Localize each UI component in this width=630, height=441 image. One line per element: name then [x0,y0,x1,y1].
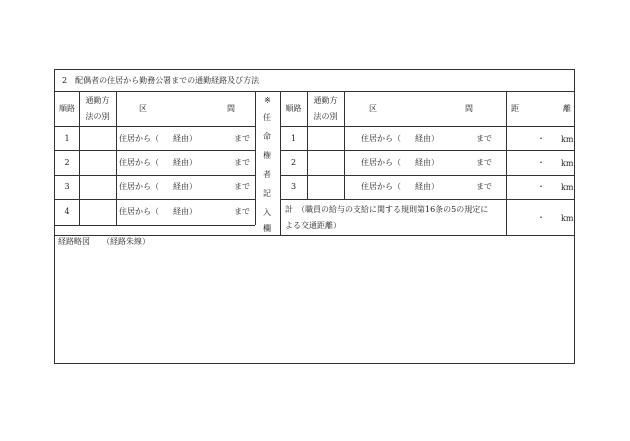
divider-right-row3 [280,199,574,200]
note-char-1: 任 [263,113,271,122]
right-row3-from: 住居から（ [361,182,401,191]
left-row4-to: まで [234,207,250,216]
left-row1-no: 1 [64,134,70,143]
divider-left-row3 [55,199,255,200]
header-distance-a: 距 [511,104,519,113]
right-row2-dot: ・ [537,158,545,167]
header-distance-b: 離 [563,104,571,113]
right-row1-no: 1 [290,134,297,143]
col-right-order [307,91,308,199]
col-right-method [344,91,345,199]
route-map-label: 経路略図 （経路朱線） [58,237,150,246]
divider-route-map [55,235,574,236]
right-row2-unit: km [561,159,574,168]
divider-left-row2 [55,175,255,176]
total-unit: km [561,214,574,223]
note-char-6: 入 [263,208,271,217]
header-order-left: 順路 [59,104,75,113]
left-row2-from: 住居から（ [119,158,159,167]
note-char-7: 欄 [263,224,271,233]
right-row2-to: まで [476,158,492,167]
header-order-right: 順路 [285,104,302,113]
col-left-method [116,91,117,225]
divider-right-row1 [280,150,574,151]
route-map-area[interactable] [56,250,572,362]
left-row1-to: まで [234,134,250,143]
right-row3-dot: ・ [537,182,545,191]
note-char-2: 命 [263,132,271,141]
right-row2-via: 経由） [415,158,439,167]
divider-left-header [55,126,255,127]
header-method-left-2: 法の別 [85,112,110,121]
left-row3-to: まで [234,182,250,191]
note-char-5: 記 [263,189,271,198]
header-section-right-b: 間 [465,104,473,113]
left-row3-from: 住居から（ [119,182,159,191]
left-row4-no: 4 [64,207,70,216]
header-section-left-b: 間 [227,104,235,113]
left-row4-via: 経由） [173,207,197,216]
left-row1-via: 経由） [173,134,197,143]
left-row2-to: まで [234,158,250,167]
right-row3-to: まで [476,182,492,191]
divider-title [55,91,574,92]
right-row1-from: 住居から（ [361,134,401,143]
left-row3-via: 経由） [173,182,197,191]
divider-right-row2 [280,175,574,176]
right-row3-no: 3 [290,182,297,191]
left-row1-from: 住居から（ [119,134,159,143]
right-row2-no: 2 [290,158,297,167]
total-dot: ・ [537,213,545,222]
right-row1-unit: km [561,135,574,144]
col-right-distance [506,91,507,235]
right-row1-dot: ・ [537,134,545,143]
divider-right-header [280,126,574,127]
right-row3-unit: km [561,183,574,192]
note-char-4: 者 [263,170,271,179]
total-line-1: 計 （職員の給与の支給に関する規則第16条の5の規定に [285,205,489,214]
note-mark: ※ [264,96,271,105]
left-row2-via: 経由） [173,158,197,167]
right-row3-via: 経由） [415,182,439,191]
left-row3-no: 3 [64,182,70,191]
right-row1-to: まで [476,134,492,143]
divider-left-row1 [55,150,255,151]
header-method-left-1: 通勤方 [85,96,110,105]
divider-left-row4 [55,225,255,226]
total-line-2: よる交通距離） [285,221,341,230]
section-title: 2 配偶者の住居から勤務公署までの通勤経路及び方法 [62,76,260,85]
commute-route-form [54,69,575,364]
left-row4-from: 住居から（ [119,207,159,216]
header-method-right-2: 法の別 [313,112,338,121]
right-row2-from: 住居から（ [361,158,401,167]
left-row2-no: 2 [64,158,70,167]
header-section-left-a: 区 [139,104,147,113]
header-section-right-a: 区 [369,104,377,113]
note-char-3: 権 [263,151,271,160]
col-left-section [255,91,256,225]
right-row1-via: 経由） [415,134,439,143]
header-method-right-1: 通勤方 [313,96,338,105]
